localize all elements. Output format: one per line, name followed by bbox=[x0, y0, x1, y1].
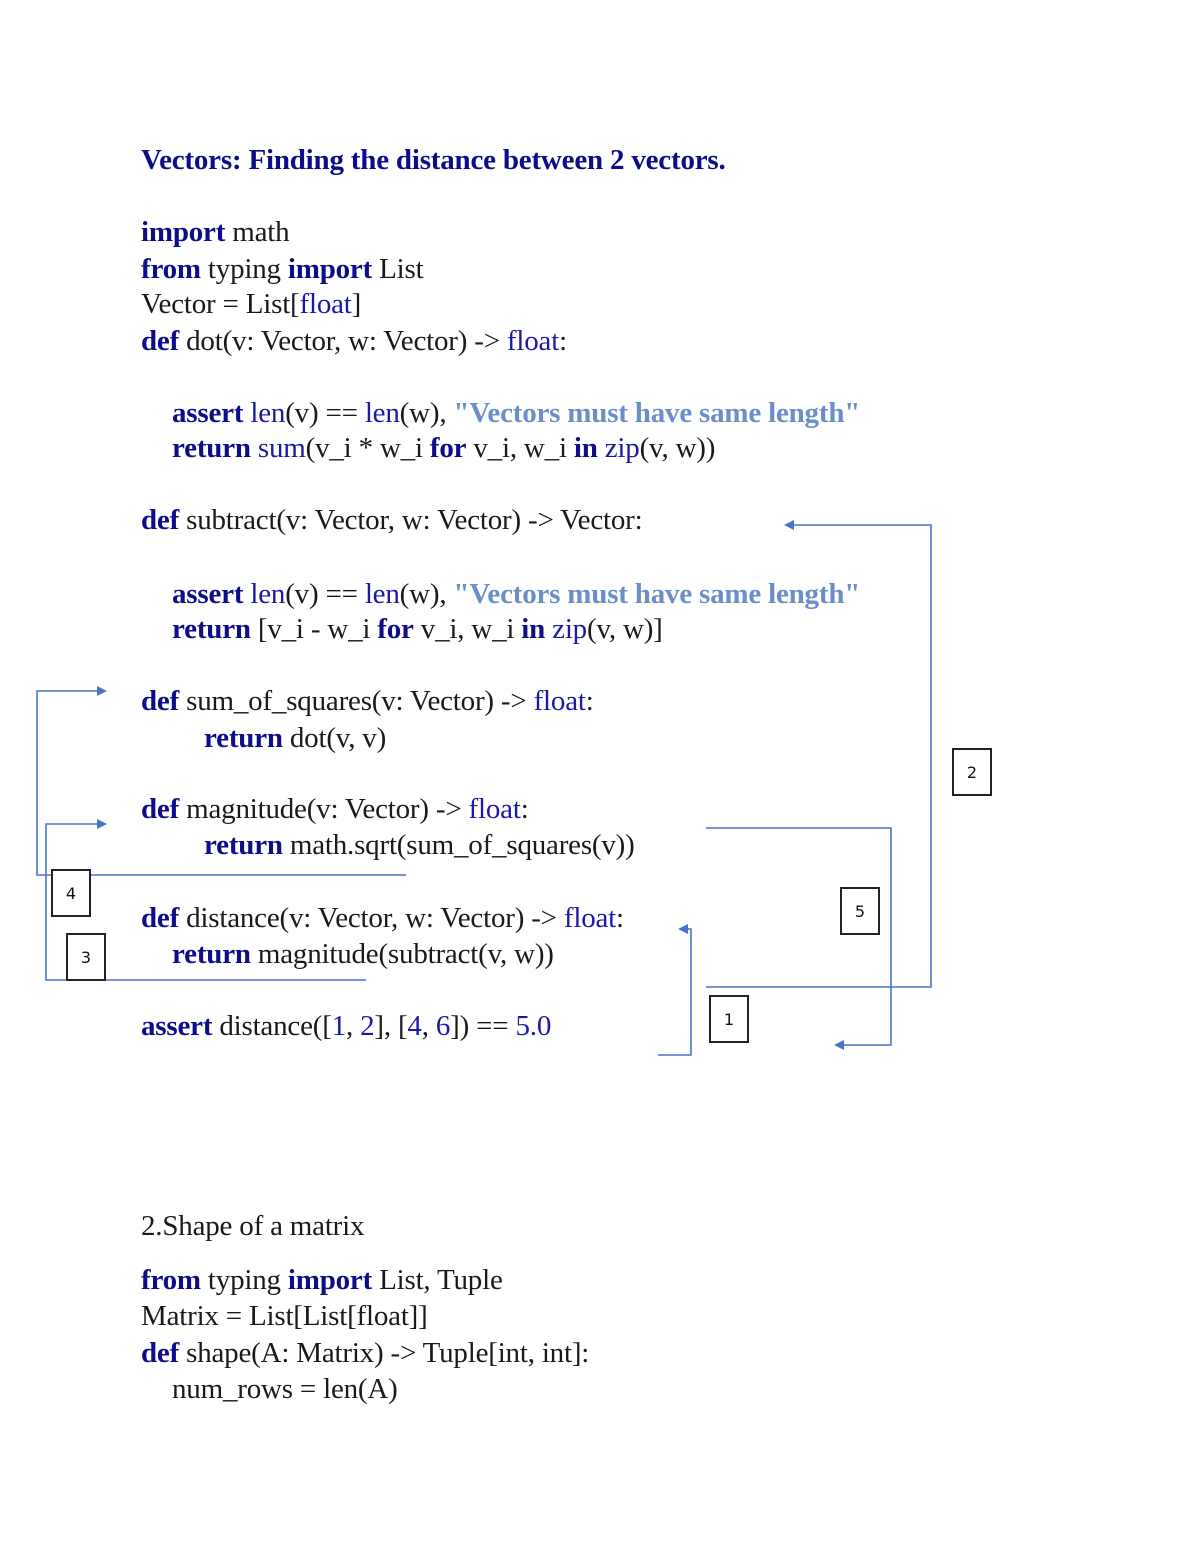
code-keyword: assert bbox=[172, 578, 244, 610]
code-text: : bbox=[616, 902, 624, 934]
code-text: typing bbox=[200, 1264, 288, 1296]
code-keyword: from bbox=[141, 253, 201, 285]
code-builtin: float bbox=[468, 793, 521, 825]
code-text: (w), bbox=[399, 578, 454, 610]
code-text: v_i, w_i bbox=[413, 613, 522, 645]
code-keyword: import bbox=[287, 1264, 373, 1296]
code-text: : bbox=[520, 793, 529, 825]
code-keyword: for bbox=[429, 432, 467, 464]
code-text: math.sqrt(sum_of_squares(v)) bbox=[282, 829, 635, 861]
code-keyword: return bbox=[172, 938, 251, 970]
code-builtin: sum bbox=[257, 432, 306, 464]
annotation-label-2: 2 bbox=[952, 748, 992, 796]
section-title: 2.Shape of a matrix bbox=[141, 1210, 365, 1242]
code-text: (w), bbox=[399, 397, 454, 429]
code-keyword: def bbox=[141, 325, 180, 357]
code-text: , bbox=[345, 1010, 361, 1042]
code-text: , bbox=[421, 1010, 436, 1042]
annotation-label-4: 4 bbox=[51, 869, 91, 917]
code-builtin: float bbox=[533, 685, 586, 717]
code-text: : bbox=[559, 325, 567, 357]
code-string: "Vectors must have same length" bbox=[453, 397, 861, 429]
code-text: [v_i - w_i bbox=[250, 613, 378, 645]
code-keyword: for bbox=[377, 613, 414, 645]
code-text: (v_i * w_i bbox=[305, 432, 430, 464]
code-builtin: zip bbox=[552, 613, 587, 645]
code-number: 6 bbox=[435, 1010, 451, 1042]
code-text: ]) == bbox=[450, 1010, 516, 1042]
code-builtin: float bbox=[299, 288, 352, 320]
code-keyword: return bbox=[172, 432, 251, 464]
code-keyword: def bbox=[141, 504, 180, 536]
code-builtin: len bbox=[364, 397, 400, 429]
code-builtin: float bbox=[563, 902, 617, 934]
code-text: ] bbox=[351, 288, 362, 320]
code-text: List bbox=[372, 253, 424, 285]
code-text: num_rows = len(A) bbox=[172, 1373, 398, 1405]
arrow-2 bbox=[706, 525, 931, 987]
code-keyword: def bbox=[141, 685, 180, 717]
code-builtin: len bbox=[250, 397, 286, 429]
code-text: ], [ bbox=[374, 1010, 408, 1042]
code-text: distance(v: Vector, w: Vector) -> bbox=[179, 902, 564, 934]
code-keyword: import bbox=[141, 216, 226, 248]
code-keyword: from bbox=[141, 1264, 201, 1296]
code-text: Matrix = List[List[float]] bbox=[141, 1300, 428, 1332]
code-keyword: return bbox=[172, 613, 251, 645]
code-keyword: import bbox=[287, 253, 373, 285]
arrow-1 bbox=[658, 929, 691, 1055]
code-number: 5.0 bbox=[515, 1010, 552, 1042]
code-keyword: return bbox=[204, 829, 283, 861]
annotation-label-1: 1 bbox=[709, 995, 749, 1043]
code-text: dot(v, v) bbox=[282, 722, 387, 754]
code-text: v_i, w_i bbox=[466, 432, 574, 464]
code-text: (v, w)] bbox=[587, 613, 663, 645]
code-text: (v) == bbox=[285, 578, 365, 610]
code-text: subtract(v: Vector, w: Vector) -> Vector: bbox=[179, 504, 643, 536]
code-text: typing bbox=[200, 253, 288, 285]
code-builtin: len bbox=[250, 578, 286, 610]
code-text: : bbox=[585, 685, 594, 717]
code-keyword: assert bbox=[172, 397, 244, 429]
code-text: sum_of_squares(v: Vector) -> bbox=[179, 685, 534, 717]
code-text: math bbox=[225, 216, 290, 248]
annotation-label-3: 3 bbox=[66, 933, 106, 981]
code-keyword: in bbox=[521, 613, 546, 645]
code-text: dot(v: Vector, w: Vector) -> bbox=[179, 325, 507, 357]
code-text: shape(A: Matrix) -> Tuple[int, int]: bbox=[179, 1337, 590, 1369]
code-builtin: zip bbox=[604, 432, 640, 464]
code-text: List, Tuple bbox=[372, 1264, 503, 1296]
code-number: 1 bbox=[331, 1010, 346, 1042]
code-keyword: def bbox=[141, 1337, 180, 1369]
code-text: magnitude(subtract(v, w)) bbox=[250, 938, 554, 970]
code-string: "Vectors must have same length" bbox=[453, 578, 861, 610]
code-builtin: len bbox=[364, 578, 400, 610]
code-keyword: def bbox=[141, 793, 180, 825]
code-text: (v) == bbox=[285, 397, 365, 429]
arrow-4 bbox=[37, 691, 406, 875]
code-keyword: def bbox=[141, 902, 180, 934]
code-keyword: return bbox=[204, 722, 283, 754]
code-keyword: assert bbox=[141, 1010, 213, 1042]
page-title: Vectors: Finding the distance between 2 vectors. bbox=[141, 144, 726, 176]
code-text: magnitude(v: Vector) -> bbox=[179, 793, 469, 825]
code-text: distance([ bbox=[212, 1010, 332, 1042]
code-text: (v, w)) bbox=[639, 432, 716, 464]
code-text: Vector = List[ bbox=[141, 288, 300, 320]
code-builtin: float bbox=[506, 325, 560, 357]
code-number: 4 bbox=[407, 1010, 422, 1042]
code-number: 2 bbox=[360, 1010, 375, 1042]
code-keyword: in bbox=[573, 432, 598, 464]
annotation-label-5: 5 bbox=[840, 887, 880, 935]
